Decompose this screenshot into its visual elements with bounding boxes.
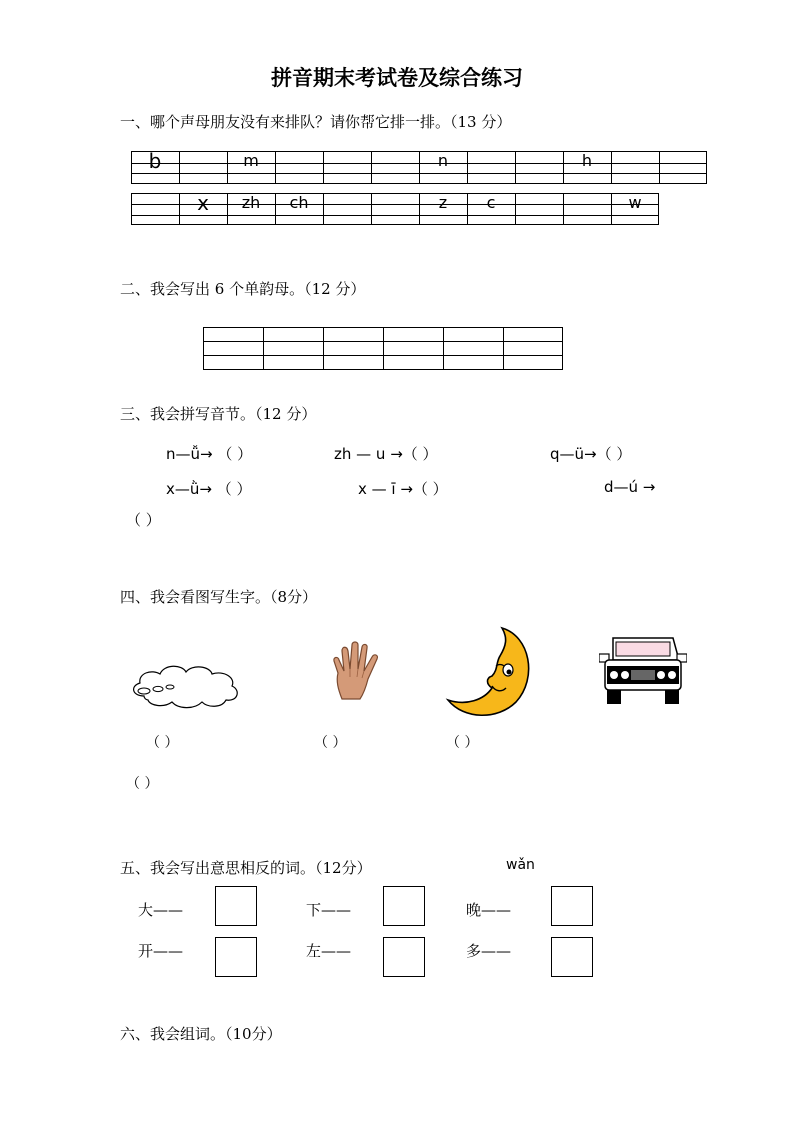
pinyin-cell[interactable] [383, 327, 443, 370]
picture-blank-2[interactable]: （ ） [314, 735, 347, 751]
antonym-box-4[interactable] [215, 937, 257, 977]
moon-icon [444, 626, 534, 718]
pinyin-hint: wǎn [506, 857, 535, 873]
pinyin-cell[interactable] [503, 327, 563, 370]
syllable-item-1: n—ǚ→ （ ） [166, 445, 253, 463]
pinyin-cell[interactable] [467, 151, 515, 184]
pinyin-cell[interactable] [227, 151, 275, 184]
pinyin-cell[interactable] [467, 193, 515, 225]
cloud-icon [128, 660, 242, 710]
antonym-prompt-6: 多—— [466, 942, 512, 960]
pinyin-cell[interactable] [323, 193, 371, 225]
pinyin-cell[interactable] [131, 151, 179, 184]
syllable-item-4: x—ǜ→ （ ） [166, 480, 252, 498]
pinyin-letter: c [486, 193, 496, 212]
section-5-heading: 五、我会写出意思相反的词。（12分） [120, 859, 372, 877]
syllable-item-5: x — ī →（ ） [358, 480, 448, 498]
pinyin-letter: x [197, 191, 209, 215]
syllable-item-2: zh — u →（ ） [334, 445, 438, 463]
pinyin-cell[interactable] [131, 193, 179, 225]
pinyin-cell[interactable] [323, 327, 383, 370]
pinyin-letter: z [438, 193, 448, 212]
antonym-prompt-4: 开—— [138, 942, 184, 960]
picture-blank-3[interactable]: （ ） [446, 735, 479, 751]
section-2-heading: 二、我会写出 6 个单韵母。（12 分） [120, 280, 366, 298]
pinyin-cell[interactable] [203, 327, 263, 370]
antonym-prompt-3: 晚—— [466, 901, 512, 919]
section-1-heading: 一、哪个声母朋友没有来排队？请你帮它排一排。（13 分） [120, 113, 512, 131]
antonym-box-6[interactable] [551, 937, 593, 977]
pinyin-letter: m [243, 151, 259, 170]
pinyin-cell[interactable] [227, 193, 275, 225]
pinyin-cell[interactable] [419, 151, 467, 184]
syllable-item-6-answer: （ ） [126, 511, 161, 529]
antonym-prompt-1: 大—— [138, 901, 184, 919]
antonym-box-2[interactable] [383, 886, 425, 926]
pinyin-cell[interactable] [263, 327, 323, 370]
pinyin-cell[interactable] [371, 151, 419, 184]
pinyin-grid-row-1 [131, 151, 707, 184]
section-6-heading: 六、我会组词。（10分） [120, 1025, 282, 1043]
pinyin-grid-row-2 [131, 193, 659, 225]
pinyin-cell[interactable] [443, 327, 503, 370]
antonym-box-3[interactable] [551, 886, 593, 926]
pinyin-cell[interactable] [419, 193, 467, 225]
antonym-box-1[interactable] [215, 886, 257, 926]
antonym-prompt-2: 下—— [306, 901, 352, 919]
antonym-box-5[interactable] [383, 937, 425, 977]
pinyin-cell[interactable] [515, 193, 563, 225]
pinyin-cell[interactable] [275, 151, 323, 184]
pinyin-cell[interactable] [563, 151, 611, 184]
pinyin-cell[interactable] [179, 151, 227, 184]
syllable-item-3: q—ü→（ ） [550, 445, 632, 463]
pinyin-cell[interactable] [275, 193, 323, 225]
antonym-prompt-5: 左—— [306, 942, 352, 960]
pinyin-cell[interactable] [371, 193, 419, 225]
hand-icon [330, 641, 386, 701]
pinyin-cell[interactable] [611, 193, 659, 225]
pinyin-cell[interactable] [515, 151, 563, 184]
car-icon [599, 634, 687, 706]
syllable-item-6: d—ú → [604, 478, 656, 496]
section-4-heading: 四、我会看图写生字。（8分） [120, 588, 318, 606]
pinyin-cell[interactable] [659, 151, 707, 184]
pinyin-letter: h [581, 151, 593, 170]
pinyin-letter: n [437, 151, 449, 170]
pinyin-cell[interactable] [179, 193, 227, 225]
pinyin-letter: ch [289, 193, 309, 212]
picture-blank-4[interactable]: （ ） [126, 776, 159, 792]
pinyin-cell[interactable] [563, 193, 611, 225]
pinyin-cell[interactable] [323, 151, 371, 184]
page-title: 拼音期末考试卷及综合练习 [271, 65, 523, 90]
pinyin-letter: b [148, 149, 162, 173]
pinyin-letter: w [628, 193, 642, 212]
vowel-writing-grid[interactable] [203, 327, 563, 370]
pinyin-cell[interactable] [611, 151, 659, 184]
pinyin-letter: zh [241, 193, 261, 212]
picture-blank-1[interactable]: （ ） [146, 735, 179, 751]
section-3-heading: 三、我会拼写音节。（12 分） [120, 405, 317, 423]
